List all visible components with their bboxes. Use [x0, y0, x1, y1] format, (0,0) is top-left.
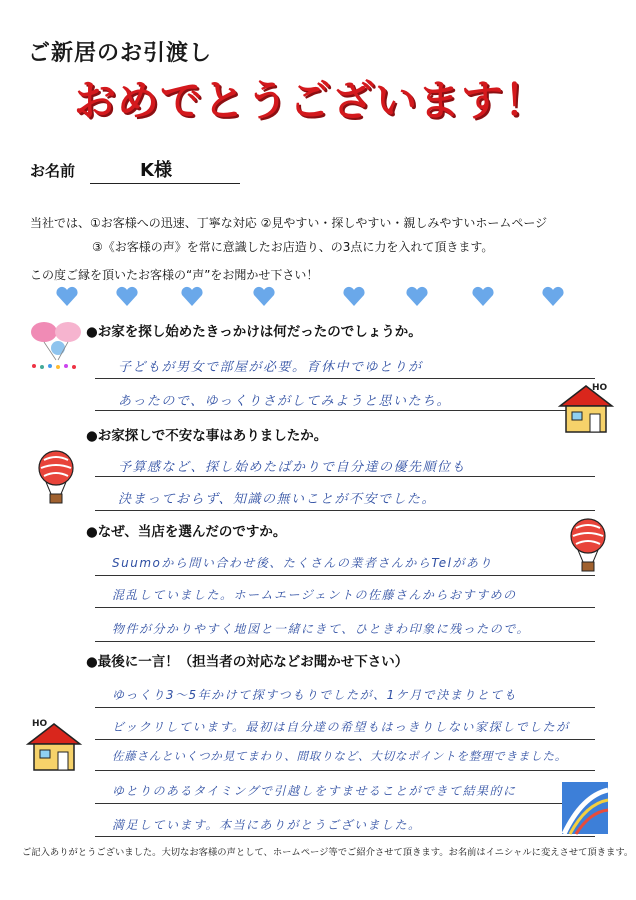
rainbow-icon [562, 782, 608, 834]
answer-2-line-2: 決まっておらず、知識の無いことが不安でした。 [118, 492, 436, 507]
question-3: ●なぜ、当店を選んだのですか。 [86, 524, 287, 540]
heart-icon [343, 287, 364, 306]
heart-icon [472, 287, 493, 306]
intro-line-3: この度ご縁を頂いたお客様の“声”をお聞かせ下さい！ [30, 268, 319, 282]
answer-rule [95, 836, 595, 837]
intro-line-2: ③《お客様の声》を常に意識したお店造り、の3点に力を入れて頂きます。 [92, 240, 494, 254]
name-label: お名前 [30, 162, 76, 180]
answer-rule [95, 739, 595, 740]
answer-rule [95, 607, 595, 608]
question-2: ●お家探しで不安な事はありましたか。 [86, 428, 328, 444]
answer-rule [95, 770, 595, 771]
answer-4-line-2: ビックリしています。最初は自分達の希望もはっきりしない家探しでしたが [112, 720, 570, 734]
answer-rule [95, 510, 595, 511]
answer-rule [95, 575, 595, 576]
hot-air-balloon-icon [36, 450, 76, 506]
heart-icon [253, 287, 274, 306]
answer-rule [95, 476, 595, 477]
answer-1-line-2: あったので、ゆっくりさがしてみようと思いたち。 [118, 394, 451, 409]
answer-3-line-3: 物件が分かりやすく地図と一緒にきて、ひときわ印象に残ったので。 [112, 622, 531, 636]
balloons-icon [28, 318, 84, 370]
customer-name: K様 [140, 160, 172, 181]
heart-icon [542, 287, 563, 306]
heart-icon [181, 287, 202, 306]
hearts-row [48, 286, 588, 310]
house-sign-text: HO [32, 719, 48, 729]
answer-rule [95, 410, 595, 411]
subtitle: ご新居のお引渡し [28, 41, 213, 66]
question-4: ●最後に一言！（担当者の対応などお聞かせ下さい） [86, 654, 409, 670]
answer-rule [95, 378, 595, 379]
heart-icon [406, 287, 427, 306]
answer-2-line-1: 予算感など、探し始めたばかりで自分達の優先順位も [118, 460, 467, 475]
name-underline [90, 183, 240, 184]
answer-rule [95, 707, 595, 708]
answer-3-line-1: Suumoから問い合わせ後、たくさんの業者さんからTelがあり [112, 556, 493, 570]
page-title: おめでとうございます！ [74, 76, 548, 125]
answer-4-line-3: 佐藤さんといくつか見てまわり、間取りなど、大切なポイントを整理できました。 [112, 749, 568, 763]
answer-4-line-4: ゆとりのあるタイミングで引越しをすませることができて結果的に [112, 784, 517, 798]
answer-4-line-5: 満足しています。本当にありがとうございました。 [112, 818, 422, 832]
question-1: ●お家を探し始めたきっかけは何だったのでしょうか。 [86, 324, 422, 340]
footer-note: ご記入ありがとうございました。大切なお客様の声として、ホームページ等でご紹介させて頂きます。お名前はイニシャルに変えさせて頂きます。 [22, 847, 634, 858]
intro-line-1: 当社では、①お客様への迅速、丁寧な対応 ②見やすい・探しやすい・親しみやすいホームページ [30, 216, 548, 230]
house-sign-text: HO [592, 383, 608, 393]
answer-4-line-1: ゆっくり3〜5年かけて探すつもりでしたが、1ケ月で決まりとても [112, 688, 518, 702]
answer-3-line-2: 混乱していました。ホームエージェントの佐藤さんからおすすめの [112, 588, 517, 602]
hot-air-balloon-icon [568, 516, 608, 576]
answer-rule [95, 803, 595, 804]
house-icon [22, 716, 84, 774]
answer-1-line-1: 子どもが男女で部屋が必要。育休中でゆとりが [118, 360, 423, 375]
heart-icon [116, 287, 137, 306]
heart-icon [56, 287, 77, 306]
house-icon [554, 380, 616, 436]
answer-rule [95, 641, 595, 642]
